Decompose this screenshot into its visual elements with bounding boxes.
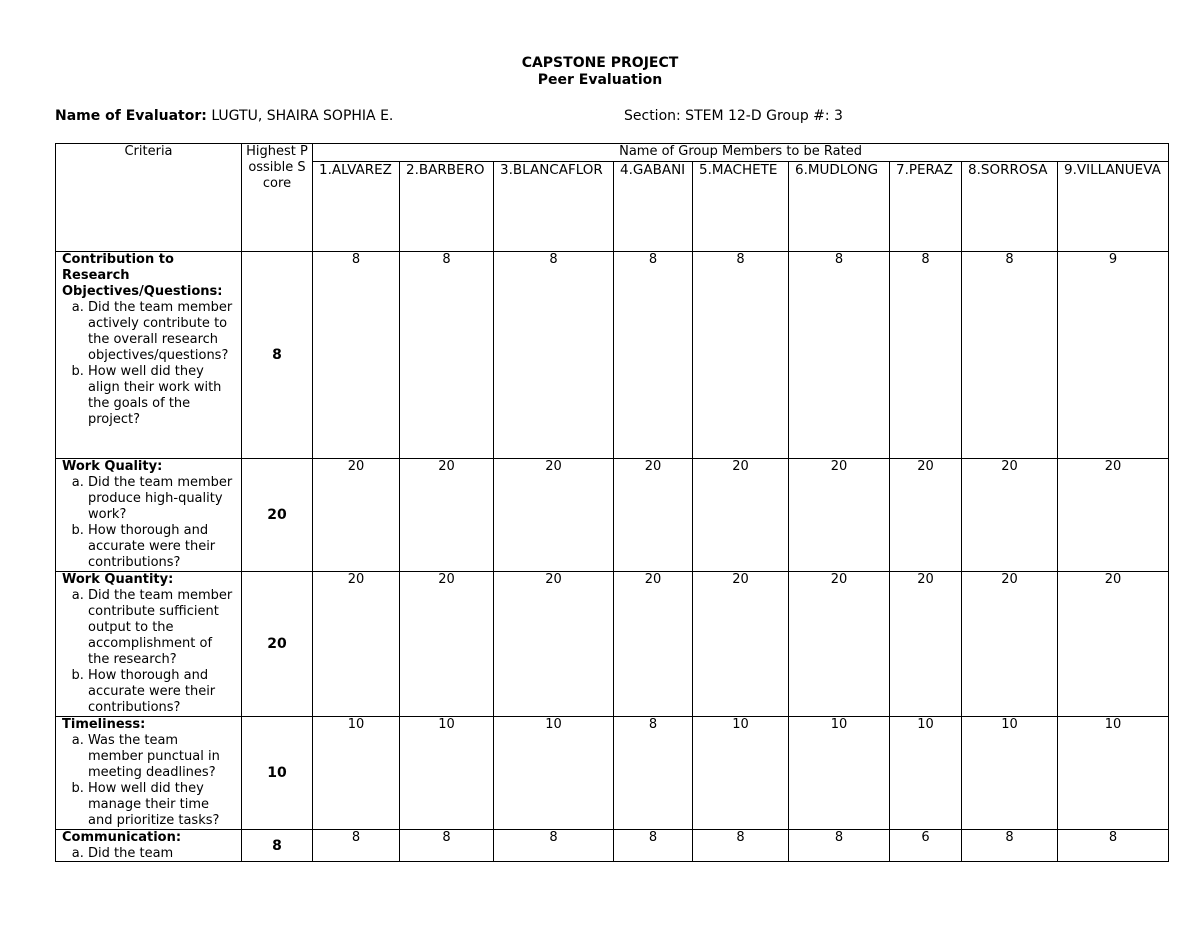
highest-score-cell: 8 [242,830,313,862]
criteria-cell [56,459,242,572]
score-cell-member-9: 20 [1058,459,1169,572]
criteria-cell [56,830,242,862]
criteria-title: Communication: [62,830,182,845]
score-cell-member-3: 8 [494,830,614,862]
criteria-questions [62,588,235,716]
criteria-cell [56,717,242,830]
score-cell-member-4: 20 [614,572,693,717]
criteria-question: a. Was the team member punctual in meeting deadlines? [88,733,235,781]
score-cell-member-7: 10 [890,717,962,830]
evaluator-name: LUGTU, SHAIRA SOPHIA E. [211,108,394,124]
score-cell-member-2: 20 [400,572,494,717]
score-cell-member-1: 20 [313,459,400,572]
criteria-title: Timeliness: [62,717,146,732]
criteria-row [56,459,1169,572]
score-cell-member-8: 10 [962,717,1058,830]
score-cell-member-9: 10 [1058,717,1169,830]
score-cell-member-8: 20 [962,572,1058,717]
score-cell-member-8: 8 [962,252,1058,459]
criteria-cell [56,572,242,717]
score-cell-member-9: 20 [1058,572,1169,717]
subtitle-text: Peer Evaluation [537,72,663,88]
criteria-title: Work Quantity: [62,572,174,587]
criteria-question: b. How thorough and accurate were their contributions? [88,523,235,571]
member-name-1: 1.ALVAREZ [313,162,400,252]
criteria-row [56,717,1169,830]
evaluator-line [55,108,393,124]
score-cell-member-5: 20 [693,572,789,717]
criteria-rows [56,252,1169,862]
score-cell-member-9: 9 [1058,252,1169,459]
score-cell-member-4: 8 [614,252,693,459]
criteria-questions [62,475,235,571]
score-cell-member-5: 10 [693,717,789,830]
score-cell-member-6: 20 [789,459,890,572]
score-cell-member-5: 8 [693,830,789,862]
evaluator-label: Name of Evaluator: [55,108,207,124]
section-line: Section: STEM 12-D Group #: 3 [624,108,843,124]
criteria-row [56,572,1169,717]
criteria-question: b. How thorough and accurate were their contributions? [88,668,235,716]
criteria-question: a. Did the team [88,846,235,861]
score-cell-member-7: 20 [890,459,962,572]
criteria-questions [62,846,235,861]
criteria-question: a. Did the team member contribute sufficient output to the accomplishment of the research? [88,588,235,668]
score-cell-member-2: 20 [400,459,494,572]
score-cell-member-5: 20 [693,459,789,572]
member-name-4: 4.GABANI [614,162,693,252]
score-cell-member-3: 20 [494,459,614,572]
score-cell-member-8: 20 [962,459,1058,572]
score-cell-member-6: 8 [789,830,890,862]
score-cell-member-7: 6 [890,830,962,862]
score-cell-member-3: 10 [494,717,614,830]
criteria-question: a. Did the team member produce high-quality work? [88,475,235,523]
highest-score-cell: 20 [242,572,313,717]
score-cell-member-6: 8 [789,252,890,459]
member-name-3: 3.BLANCAFLOR [494,162,614,252]
highest-score-cell: 20 [242,459,313,572]
score-cell-member-7: 20 [890,572,962,717]
score-cell-member-1: 8 [313,830,400,862]
member-name-2: 2.BARBERO [400,162,494,252]
document-title [0,55,1200,89]
criteria-row [56,830,1169,862]
score-cell-member-2: 8 [400,830,494,862]
group-members-header: Name of Group Members to be Rated [313,144,1169,162]
criteria-title: Contribution to Research Objectives/Questions: [62,252,223,299]
score-cell-member-3: 20 [494,572,614,717]
member-name-6: 6.MUDLONG [789,162,890,252]
member-name-5: 5.MACHETE [693,162,789,252]
score-cell-member-4: 8 [614,830,693,862]
score-cell-member-6: 10 [789,717,890,830]
member-name-7: 7.PERAZ [890,162,962,252]
score-cell-member-1: 20 [313,572,400,717]
criteria-questions [62,300,235,428]
score-cell-member-2: 8 [400,252,494,459]
criteria-question: b. How well did they align their work with the goals of the project? [88,364,235,428]
criteria-questions [62,733,235,829]
criteria-question: a. Did the team member actively contribute to the overall research objectives/questions? [88,300,235,364]
score-cell-member-1: 8 [313,252,400,459]
highest-score-cell: 8 [242,252,313,459]
score-cell-member-5: 8 [693,252,789,459]
criteria-row [56,252,1169,459]
score-cell-member-4: 8 [614,717,693,830]
header-row-1 [56,144,1169,162]
member-name-8: 8.SORROSA [962,162,1058,252]
score-cell-member-8: 8 [962,830,1058,862]
score-cell-member-3: 8 [494,252,614,459]
highest-score-header: Highest Possible Score [242,144,313,252]
criteria-title: Work Quality: [62,459,163,474]
score-cell-member-2: 10 [400,717,494,830]
member-name-9: 9.VILLANUEVA [1058,162,1169,252]
score-cell-member-1: 10 [313,717,400,830]
criteria-question: b. How well did they manage their time and prioritize tasks? [88,781,235,829]
criteria-cell [56,252,242,459]
criteria-header: Criteria [56,144,242,252]
score-cell-member-4: 20 [614,459,693,572]
score-cell-member-9: 8 [1058,830,1169,862]
score-cell-member-7: 8 [890,252,962,459]
highest-score-cell: 10 [242,717,313,830]
title-text: CAPSTONE PROJECT [521,55,679,71]
score-cell-member-6: 20 [789,572,890,717]
peer-evaluation-table [55,143,1169,862]
